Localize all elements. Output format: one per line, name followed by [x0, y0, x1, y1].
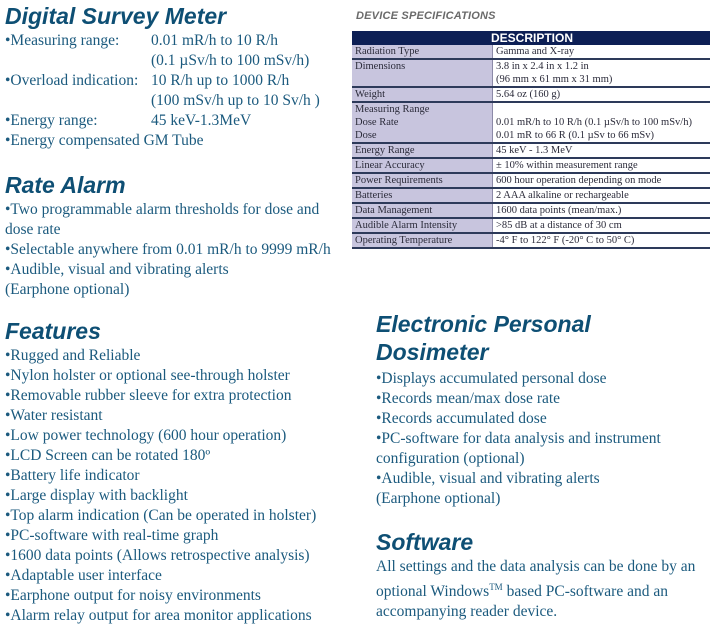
list-item: •Rugged and Reliable — [5, 347, 141, 364]
list-item: •Records accumulated dose — [376, 410, 547, 427]
table-row: Data Management 1600 data points (mean/max.) — [352, 203, 710, 218]
device-specs-table — [352, 31, 710, 249]
list-item: •Earphone output for noisy environments — [5, 587, 261, 604]
table-row: Radiation Type Gamma and X-ray — [352, 45, 710, 59]
software-paragraph: All settings and the data analysis can be done by an optional Windows™ based PC-software and an accompanying reader device. — [376, 558, 696, 620]
table-row: Weight 5.64 oz (160 g) — [352, 87, 710, 102]
trademark-mark: TM — [489, 582, 503, 592]
list-item: (Earphone optional) — [376, 490, 501, 507]
list-item: •Alarm relay output for area monitor applications — [5, 607, 312, 624]
spec-line: •Energy range: 45 keV-1.3MeV — [5, 112, 252, 129]
spec-line: (100 mSv/h up to 10 Sv/h ) — [151, 92, 320, 109]
list-item: •Top alarm indication (Can be operated in holster) — [5, 507, 317, 524]
list-item: •Selectable anywhere from 0.01 mR/h to 9999 mR/h — [5, 241, 331, 258]
table-row: Measuring Range Dose Rate Dose 0.01 mR/h to 10 R/h (0.1 µSv/h to 100 mSv/h) 0.01 mR to 66 R (0.1 µSv to 66 mSv) — [352, 102, 710, 143]
spec-line: •Measuring range: 0.01 mR/h to 10 R/h — [5, 32, 279, 49]
rate-alarm-title: Rate Alarm — [5, 172, 126, 198]
dosimeter-title: Electronic Personal Dosimeter — [376, 311, 591, 365]
list-item: •Water resistant — [5, 407, 103, 424]
list-item: •PC-software for data analysis and instrument — [376, 430, 661, 447]
list-item: •LCD Screen can be rotated 180º — [5, 447, 211, 464]
list-item: •Large display with backlight — [5, 487, 188, 504]
list-item: •Displays accumulated personal dose — [376, 370, 607, 387]
list-item: •Audible, visual and vibrating alerts — [376, 470, 600, 487]
table-row: Batteries 2 AAA alkaline or rechargeable — [352, 188, 710, 203]
dosimeter-list — [376, 369, 661, 509]
list-item: •Adaptable user interface — [5, 567, 162, 584]
survey-meter-specs — [5, 31, 320, 151]
software-title: Software — [376, 529, 474, 555]
device-specs-title: DEVICE SPECIFICATIONS — [356, 10, 496, 22]
features-list — [5, 346, 316, 626]
rate-alarm-list — [5, 200, 331, 300]
table-header: DESCRIPTION — [352, 31, 710, 45]
list-item: (Earphone optional) — [5, 281, 130, 298]
list-item: •Audible, visual and vibrating alerts — [5, 261, 229, 278]
list-item: •Low power technology (600 hour operation) — [5, 427, 287, 444]
table-row: Linear Accuracy ± 10% within measurement range — [352, 158, 710, 173]
table-row: Dimensions 3.8 in x 2.4 in x 1.2 in (96 mm x 61 mm x 31 mm) — [352, 59, 710, 87]
list-item: •Nylon holster or optional see-through holster — [5, 367, 290, 384]
spec-line: •Energy compensated GM Tube — [5, 132, 204, 149]
list-item: configuration (optional) — [376, 450, 525, 467]
table-row: Audible Alarm Intensity >85 dB at a distance of 30 cm — [352, 218, 710, 233]
table-row: Power Requirements 600 hour operation depending on mode — [352, 173, 710, 188]
survey-meter-title: Digital Survey Meter — [5, 3, 227, 29]
features-title: Features — [5, 318, 101, 344]
table-row: Energy Range 45 keV - 1.3 MeV — [352, 143, 710, 158]
spec-line: •Overload indication: 10 R/h up to 1000 R/h — [5, 72, 290, 89]
list-item: •Removable rubber sleeve for extra protection — [5, 387, 292, 404]
spec-line: (0.1 µSv/h to 100 mSv/h) — [151, 52, 310, 69]
table-row: Operating Temperature -4° F to 122° F (-20° C to 50° C) — [352, 233, 710, 248]
list-item: •Two programmable alarm thresholds for dose and — [5, 201, 320, 218]
list-item: •PC-software with real-time graph — [5, 527, 219, 544]
list-item: •Records mean/max dose rate — [376, 390, 561, 407]
list-item: •1600 data points (Allows retrospective analysis) — [5, 547, 310, 564]
list-item: •Battery life indicator — [5, 467, 140, 484]
list-item: dose rate — [5, 221, 61, 238]
